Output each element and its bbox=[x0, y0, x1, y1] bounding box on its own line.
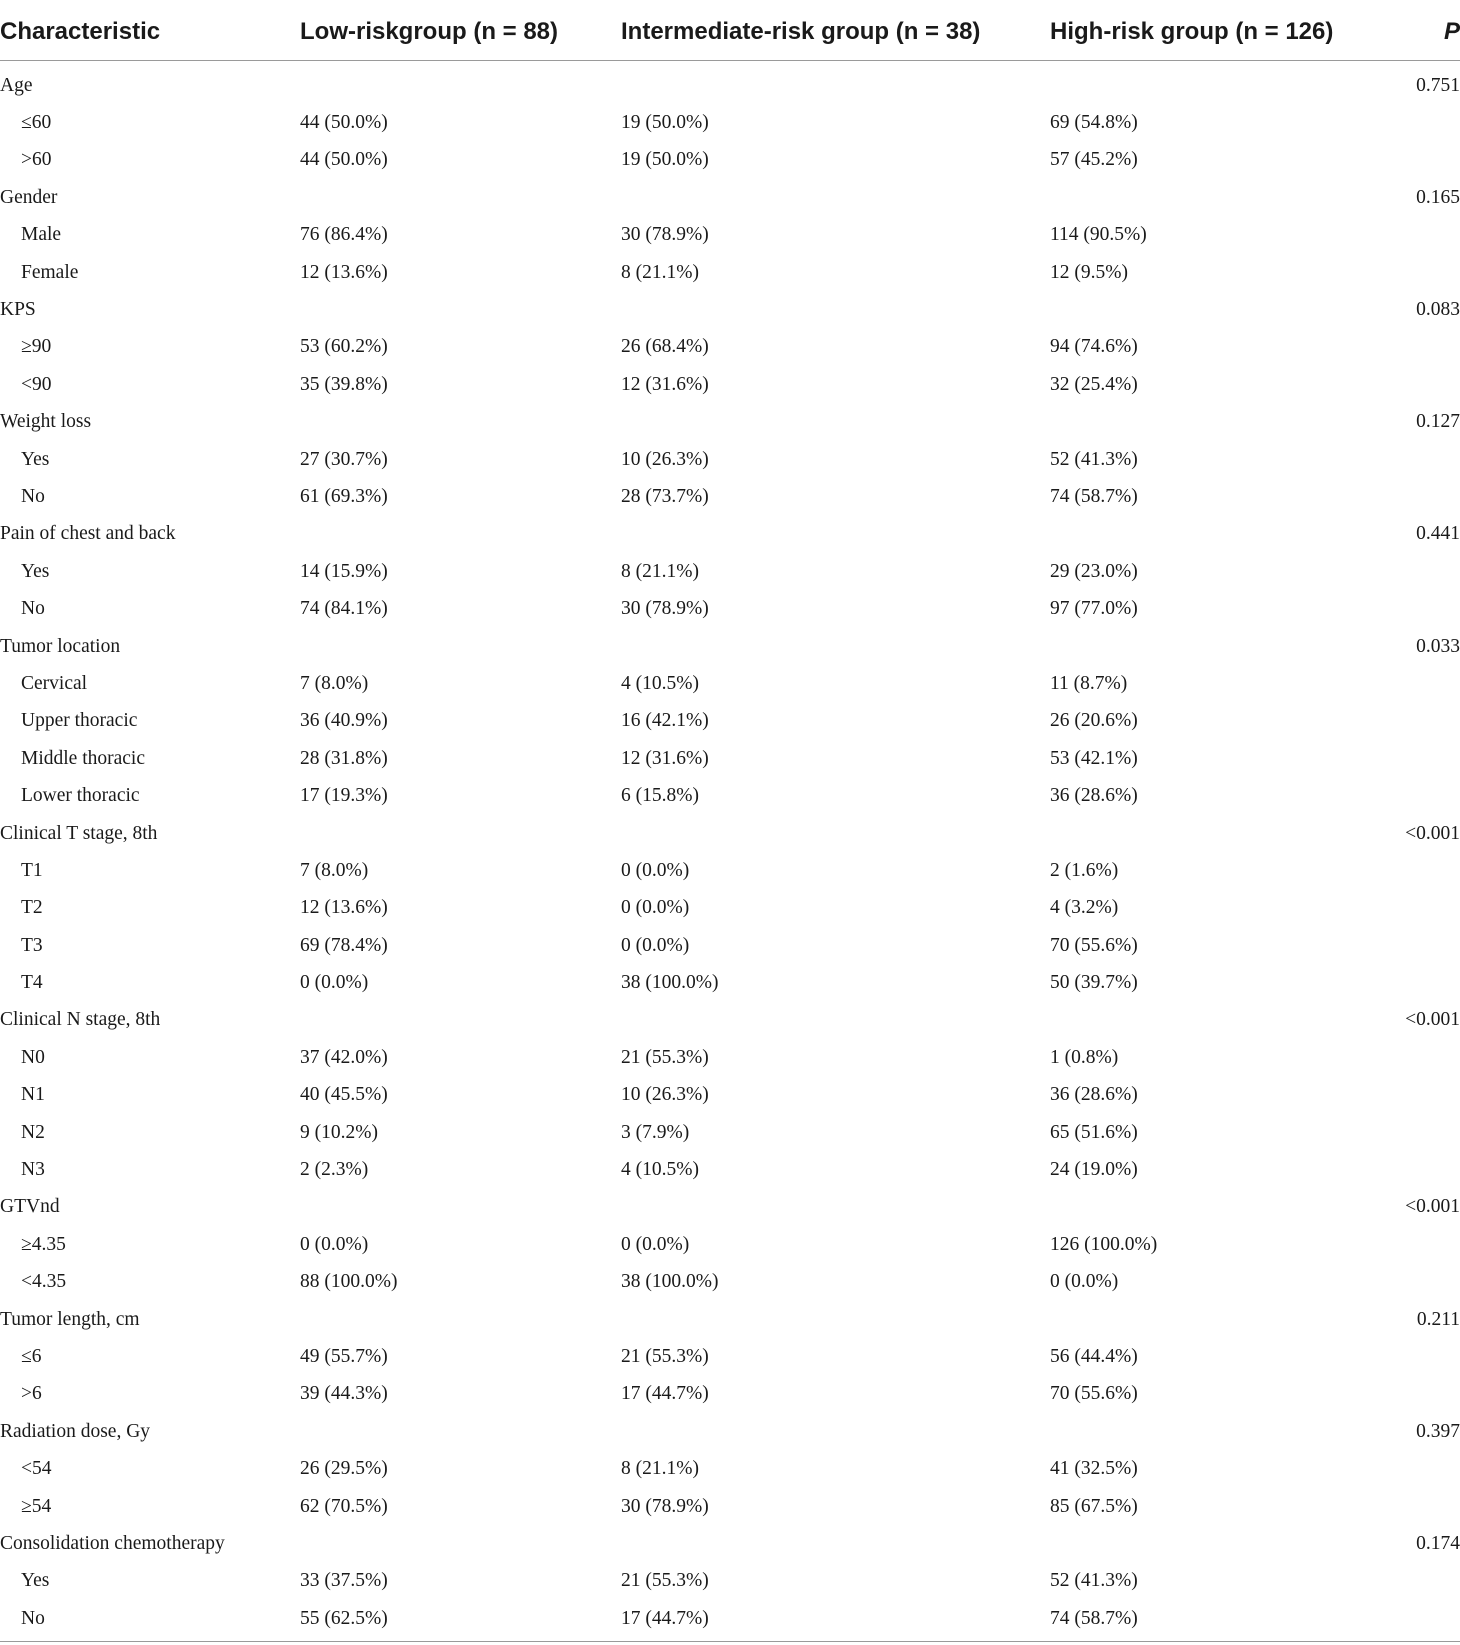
row-label: Cervical bbox=[21, 672, 88, 694]
high-risk-cell: 4 (3.2%) bbox=[1050, 897, 1119, 919]
row-label: Tumor location bbox=[0, 635, 121, 657]
high-risk-cell: 126 (100.0%) bbox=[1050, 1233, 1158, 1255]
table-row bbox=[0, 852, 1460, 889]
p-value-cell bbox=[1390, 590, 1460, 627]
high-risk-cell bbox=[1050, 179, 1390, 216]
high-risk-cell: 97 (77.0%) bbox=[1050, 598, 1138, 620]
table-row bbox=[0, 478, 1460, 515]
row-label: <54 bbox=[21, 1458, 52, 1480]
row-label: Male bbox=[21, 224, 62, 246]
row-label: Pain of chest and back bbox=[0, 523, 176, 545]
p-value-cell bbox=[1390, 104, 1460, 141]
intermediate-risk-cell: 30 (78.9%) bbox=[621, 598, 709, 620]
table-row bbox=[0, 703, 1460, 740]
high-risk-cell: 29 (23.0%) bbox=[1050, 560, 1138, 582]
row-label: ≤6 bbox=[21, 1345, 42, 1367]
p-value-cell bbox=[1390, 1039, 1460, 1076]
intermediate-risk-cell: 21 (55.3%) bbox=[621, 1570, 709, 1592]
intermediate-risk-cell bbox=[621, 628, 1050, 665]
intermediate-risk-cell: 3 (7.9%) bbox=[621, 1121, 690, 1143]
table-body bbox=[0, 61, 1460, 1638]
high-risk-cell: 70 (55.6%) bbox=[1050, 934, 1138, 956]
p-value-cell bbox=[1390, 217, 1460, 254]
p-value-cell bbox=[1390, 1226, 1460, 1263]
row-label: Yes bbox=[21, 560, 50, 582]
category-row bbox=[0, 1189, 1460, 1226]
row-label: >6 bbox=[21, 1383, 42, 1405]
p-value-cell: 0.165 bbox=[1416, 186, 1460, 208]
high-risk-cell: 94 (74.6%) bbox=[1050, 336, 1138, 358]
low-risk-cell: 28 (31.8%) bbox=[300, 747, 388, 769]
low-risk-cell bbox=[300, 1525, 621, 1562]
row-label: Weight loss bbox=[0, 411, 92, 433]
p-value-cell bbox=[1390, 1563, 1460, 1600]
table-row bbox=[0, 665, 1460, 702]
table-row bbox=[0, 1450, 1460, 1487]
high-risk-cell: 52 (41.3%) bbox=[1050, 1570, 1138, 1592]
row-label: N2 bbox=[21, 1121, 45, 1143]
high-risk-cell: 69 (54.8%) bbox=[1050, 112, 1138, 134]
p-value-cell: <0.001 bbox=[1405, 1196, 1460, 1218]
p-value-cell: 0.751 bbox=[1416, 74, 1460, 96]
low-risk-cell: 33 (37.5%) bbox=[300, 1570, 388, 1592]
p-value-cell bbox=[1390, 366, 1460, 403]
low-risk-cell: 0 (0.0%) bbox=[300, 1233, 369, 1255]
header-p-value: P bbox=[1390, 0, 1460, 61]
intermediate-risk-cell: 12 (31.6%) bbox=[621, 373, 709, 395]
p-value-cell bbox=[1390, 1338, 1460, 1375]
p-value-cell bbox=[1390, 852, 1460, 889]
p-value-cell: <0.001 bbox=[1405, 822, 1460, 844]
category-row bbox=[0, 404, 1460, 441]
low-risk-cell: 27 (30.7%) bbox=[300, 448, 388, 470]
high-risk-cell: 11 (8.7%) bbox=[1050, 672, 1128, 694]
intermediate-risk-cell: 0 (0.0%) bbox=[621, 934, 690, 956]
p-value-cell bbox=[1390, 478, 1460, 515]
high-risk-cell bbox=[1050, 628, 1390, 665]
low-risk-cell bbox=[300, 1002, 621, 1039]
intermediate-risk-cell: 8 (21.1%) bbox=[621, 1458, 699, 1480]
high-risk-cell: 12 (9.5%) bbox=[1050, 261, 1128, 283]
intermediate-risk-cell bbox=[621, 404, 1050, 441]
p-value-cell bbox=[1390, 142, 1460, 179]
p-value-cell: 0.127 bbox=[1416, 411, 1460, 433]
table-row bbox=[0, 366, 1460, 403]
intermediate-risk-cell: 38 (100.0%) bbox=[621, 1271, 719, 1293]
intermediate-risk-cell: 19 (50.0%) bbox=[621, 112, 709, 134]
high-risk-cell: 41 (32.5%) bbox=[1050, 1458, 1138, 1480]
intermediate-risk-cell: 16 (42.1%) bbox=[621, 710, 709, 732]
row-label: T2 bbox=[21, 897, 43, 919]
low-risk-cell: 7 (8.0%) bbox=[300, 859, 369, 881]
p-value-cell: <0.001 bbox=[1405, 1009, 1460, 1031]
low-risk-cell bbox=[300, 1189, 621, 1226]
row-label: ≥4.35 bbox=[21, 1233, 66, 1255]
high-risk-cell: 114 (90.5%) bbox=[1050, 224, 1147, 246]
intermediate-risk-cell bbox=[621, 1525, 1050, 1562]
high-risk-cell: 52 (41.3%) bbox=[1050, 448, 1138, 470]
intermediate-risk-cell: 21 (55.3%) bbox=[621, 1046, 709, 1068]
p-value-cell bbox=[1390, 740, 1460, 777]
high-risk-cell bbox=[1050, 815, 1390, 852]
low-risk-cell bbox=[300, 516, 621, 553]
row-label: T3 bbox=[21, 934, 43, 956]
intermediate-risk-cell: 38 (100.0%) bbox=[621, 972, 719, 994]
intermediate-risk-cell: 8 (21.1%) bbox=[621, 261, 699, 283]
p-value-cell bbox=[1390, 777, 1460, 814]
p-value-cell bbox=[1390, 1450, 1460, 1487]
category-row bbox=[0, 628, 1460, 665]
category-row bbox=[0, 291, 1460, 328]
category-row bbox=[0, 61, 1460, 105]
p-value-cell bbox=[1390, 1151, 1460, 1188]
p-value-cell bbox=[1390, 927, 1460, 964]
p-value-cell bbox=[1390, 1376, 1460, 1413]
row-label: <90 bbox=[21, 373, 52, 395]
row-label: Yes bbox=[21, 1570, 50, 1592]
p-value-cell: 0.397 bbox=[1416, 1420, 1460, 1442]
low-risk-cell: 44 (50.0%) bbox=[300, 112, 388, 134]
high-risk-cell bbox=[1050, 1301, 1390, 1338]
high-risk-cell: 1 (0.8%) bbox=[1050, 1046, 1119, 1068]
table-header bbox=[0, 0, 1460, 61]
row-label: >60 bbox=[21, 149, 52, 171]
table-row bbox=[0, 104, 1460, 141]
table-row bbox=[0, 1563, 1460, 1600]
intermediate-risk-cell bbox=[621, 815, 1050, 852]
intermediate-risk-cell: 12 (31.6%) bbox=[621, 747, 709, 769]
intermediate-risk-cell bbox=[621, 291, 1050, 328]
row-label: Consolidation chemotherapy bbox=[0, 1532, 225, 1554]
high-risk-cell: 74 (58.7%) bbox=[1050, 485, 1138, 507]
p-value-cell bbox=[1390, 553, 1460, 590]
intermediate-risk-cell bbox=[621, 1413, 1050, 1450]
low-risk-cell bbox=[300, 1301, 621, 1338]
intermediate-risk-cell: 30 (78.9%) bbox=[621, 224, 709, 246]
table-row bbox=[0, 777, 1460, 814]
row-label: No bbox=[21, 485, 45, 507]
p-value-cell bbox=[1390, 665, 1460, 702]
row-label: ≥54 bbox=[21, 1495, 52, 1517]
low-risk-cell: 62 (70.5%) bbox=[300, 1495, 388, 1517]
intermediate-risk-cell: 21 (55.3%) bbox=[621, 1345, 709, 1367]
p-value-cell bbox=[1390, 1114, 1460, 1151]
high-risk-cell: 56 (44.4%) bbox=[1050, 1345, 1138, 1367]
row-label: No bbox=[21, 1607, 45, 1629]
high-risk-cell: 70 (55.6%) bbox=[1050, 1383, 1138, 1405]
row-label: Upper thoracic bbox=[21, 710, 138, 732]
low-risk-cell: 0 (0.0%) bbox=[300, 972, 369, 994]
table-row bbox=[0, 1226, 1460, 1263]
low-risk-cell: 44 (50.0%) bbox=[300, 149, 388, 171]
intermediate-risk-cell: 4 (10.5%) bbox=[621, 672, 699, 694]
high-risk-cell bbox=[1050, 1413, 1390, 1450]
low-risk-cell: 17 (19.3%) bbox=[300, 785, 388, 807]
table-row bbox=[0, 1114, 1460, 1151]
low-risk-cell: 2 (2.3%) bbox=[300, 1159, 369, 1181]
header-intermediate-risk: Intermediate-risk group (n = 38) bbox=[621, 0, 1050, 61]
p-value-cell bbox=[1390, 1077, 1460, 1114]
row-label: Clinical T stage, 8th bbox=[0, 822, 158, 844]
low-risk-cell bbox=[300, 61, 621, 105]
high-risk-cell bbox=[1050, 291, 1390, 328]
intermediate-risk-cell bbox=[621, 1189, 1050, 1226]
table-row bbox=[0, 1338, 1460, 1375]
intermediate-risk-cell: 6 (15.8%) bbox=[621, 785, 699, 807]
high-risk-cell: 53 (42.1%) bbox=[1050, 747, 1138, 769]
table-row bbox=[0, 1264, 1460, 1301]
high-risk-cell bbox=[1050, 516, 1390, 553]
table-row bbox=[0, 254, 1460, 291]
row-label: Yes bbox=[21, 448, 50, 470]
table-row bbox=[0, 329, 1460, 366]
p-value-cell bbox=[1390, 1264, 1460, 1301]
category-row bbox=[0, 1525, 1460, 1562]
high-risk-cell: 85 (67.5%) bbox=[1050, 1495, 1138, 1517]
row-label: GTVnd bbox=[0, 1196, 60, 1218]
intermediate-risk-cell: 0 (0.0%) bbox=[621, 1233, 690, 1255]
row-label: KPS bbox=[0, 299, 36, 321]
table-row bbox=[0, 1151, 1460, 1188]
category-row bbox=[0, 815, 1460, 852]
low-risk-cell: 61 (69.3%) bbox=[300, 485, 388, 507]
table-row bbox=[0, 964, 1460, 1001]
row-label: N3 bbox=[21, 1159, 45, 1181]
header-row bbox=[0, 0, 1460, 61]
low-risk-cell: 35 (39.8%) bbox=[300, 373, 388, 395]
high-risk-cell: 32 (25.4%) bbox=[1050, 373, 1138, 395]
high-risk-cell bbox=[1050, 1189, 1390, 1226]
low-risk-cell: 12 (13.6%) bbox=[300, 261, 388, 283]
header-high-risk: High-risk group (n = 126) bbox=[1050, 0, 1390, 61]
high-risk-cell: 0 (0.0%) bbox=[1050, 1271, 1119, 1293]
intermediate-risk-cell: 4 (10.5%) bbox=[621, 1159, 699, 1181]
category-row bbox=[0, 1413, 1460, 1450]
high-risk-cell bbox=[1050, 61, 1390, 105]
intermediate-risk-cell: 0 (0.0%) bbox=[621, 897, 690, 919]
row-label: Clinical N stage, 8th bbox=[0, 1009, 161, 1031]
low-risk-cell bbox=[300, 815, 621, 852]
table-row bbox=[0, 1077, 1460, 1114]
row-label: ≥90 bbox=[21, 336, 52, 358]
p-value-cell bbox=[1390, 964, 1460, 1001]
intermediate-risk-cell bbox=[621, 179, 1050, 216]
high-risk-cell: 2 (1.6%) bbox=[1050, 859, 1119, 881]
header-low-risk: Low-riskgroup (n = 88) bbox=[300, 0, 621, 61]
high-risk-cell: 36 (28.6%) bbox=[1050, 785, 1138, 807]
high-risk-cell: 24 (19.0%) bbox=[1050, 1159, 1138, 1181]
intermediate-risk-cell: 30 (78.9%) bbox=[621, 1495, 709, 1517]
category-row bbox=[0, 1002, 1460, 1039]
p-value-cell: 0.174 bbox=[1416, 1532, 1460, 1554]
intermediate-risk-cell: 0 (0.0%) bbox=[621, 859, 690, 881]
high-risk-cell bbox=[1050, 1002, 1390, 1039]
low-risk-cell: 14 (15.9%) bbox=[300, 560, 388, 582]
table-row bbox=[0, 1039, 1460, 1076]
row-label: Female bbox=[21, 261, 79, 283]
intermediate-risk-cell: 19 (50.0%) bbox=[621, 149, 709, 171]
low-risk-cell: 76 (86.4%) bbox=[300, 224, 388, 246]
row-label: Radiation dose, Gy bbox=[0, 1420, 151, 1442]
p-value-cell bbox=[1390, 703, 1460, 740]
p-value-cell bbox=[1390, 1600, 1460, 1637]
table-row bbox=[0, 553, 1460, 590]
high-risk-cell: 26 (20.6%) bbox=[1050, 710, 1138, 732]
table-row bbox=[0, 1488, 1460, 1525]
intermediate-risk-cell: 17 (44.7%) bbox=[621, 1383, 709, 1405]
low-risk-cell: 39 (44.3%) bbox=[300, 1383, 388, 1405]
row-label: No bbox=[21, 598, 45, 620]
intermediate-risk-cell: 8 (21.1%) bbox=[621, 560, 699, 582]
low-risk-cell: 53 (60.2%) bbox=[300, 336, 388, 358]
intermediate-risk-cell: 10 (26.3%) bbox=[621, 448, 709, 470]
category-row bbox=[0, 179, 1460, 216]
table-row bbox=[0, 927, 1460, 964]
intermediate-risk-cell: 10 (26.3%) bbox=[621, 1084, 709, 1106]
low-risk-cell bbox=[300, 628, 621, 665]
low-risk-cell bbox=[300, 291, 621, 328]
table-row bbox=[0, 590, 1460, 627]
high-risk-cell bbox=[1050, 404, 1390, 441]
table-row bbox=[0, 1376, 1460, 1413]
low-risk-cell bbox=[300, 1413, 621, 1450]
category-row bbox=[0, 516, 1460, 553]
table-row bbox=[0, 217, 1460, 254]
low-risk-cell: 88 (100.0%) bbox=[300, 1271, 398, 1293]
p-value-cell bbox=[1390, 890, 1460, 927]
category-row bbox=[0, 1301, 1460, 1338]
row-label: Lower thoracic bbox=[21, 785, 140, 807]
intermediate-risk-cell bbox=[621, 1002, 1050, 1039]
intermediate-risk-cell: 26 (68.4%) bbox=[621, 336, 709, 358]
high-risk-cell bbox=[1050, 1525, 1390, 1562]
table-row bbox=[0, 1600, 1460, 1637]
p-value-cell bbox=[1390, 254, 1460, 291]
low-risk-cell: 12 (13.6%) bbox=[300, 897, 388, 919]
intermediate-risk-cell bbox=[621, 1301, 1050, 1338]
high-risk-cell: 74 (58.7%) bbox=[1050, 1607, 1138, 1629]
p-value-cell bbox=[1390, 441, 1460, 478]
low-risk-cell: 7 (8.0%) bbox=[300, 672, 369, 694]
p-value-cell bbox=[1390, 329, 1460, 366]
table-row bbox=[0, 142, 1460, 179]
low-risk-cell bbox=[300, 404, 621, 441]
low-risk-cell: 9 (10.2%) bbox=[300, 1121, 378, 1143]
row-label: <4.35 bbox=[21, 1271, 67, 1293]
p-value-cell: 0.083 bbox=[1416, 299, 1460, 321]
intermediate-risk-cell: 17 (44.7%) bbox=[621, 1607, 709, 1629]
low-risk-cell: 40 (45.5%) bbox=[300, 1084, 388, 1106]
row-label: N0 bbox=[21, 1046, 45, 1068]
low-risk-cell: 37 (42.0%) bbox=[300, 1046, 388, 1068]
row-label: N1 bbox=[21, 1084, 45, 1106]
table-row bbox=[0, 740, 1460, 777]
high-risk-cell: 50 (39.7%) bbox=[1050, 972, 1138, 994]
p-value-cell: 0.033 bbox=[1416, 635, 1460, 657]
low-risk-cell: 74 (84.1%) bbox=[300, 598, 388, 620]
row-label: Age bbox=[0, 74, 33, 96]
low-risk-cell: 36 (40.9%) bbox=[300, 710, 388, 732]
low-risk-cell: 26 (29.5%) bbox=[300, 1458, 388, 1480]
row-label: ≤60 bbox=[21, 112, 52, 134]
table-bottom-rule bbox=[0, 1641, 1460, 1642]
high-risk-cell: 65 (51.6%) bbox=[1050, 1121, 1138, 1143]
table-row bbox=[0, 441, 1460, 478]
high-risk-cell: 57 (45.2%) bbox=[1050, 149, 1138, 171]
high-risk-cell: 36 (28.6%) bbox=[1050, 1084, 1138, 1106]
low-risk-cell bbox=[300, 179, 621, 216]
row-label: T1 bbox=[21, 859, 43, 881]
row-label: Tumor length, cm bbox=[0, 1308, 140, 1330]
low-risk-cell: 49 (55.7%) bbox=[300, 1345, 388, 1367]
low-risk-cell: 55 (62.5%) bbox=[300, 1607, 388, 1629]
intermediate-risk-cell bbox=[621, 516, 1050, 553]
header-characteristic: Characteristic bbox=[0, 0, 300, 61]
p-value-cell: 0.441 bbox=[1416, 523, 1460, 545]
table-row bbox=[0, 890, 1460, 927]
low-risk-cell: 69 (78.4%) bbox=[300, 934, 388, 956]
row-label: Middle thoracic bbox=[21, 747, 145, 769]
row-label: T4 bbox=[21, 972, 43, 994]
intermediate-risk-cell bbox=[621, 61, 1050, 105]
p-value-cell bbox=[1390, 1488, 1460, 1525]
row-label: Gender bbox=[0, 186, 58, 208]
intermediate-risk-cell: 28 (73.7%) bbox=[621, 485, 709, 507]
p-value-cell: 0.211 bbox=[1416, 1308, 1460, 1330]
